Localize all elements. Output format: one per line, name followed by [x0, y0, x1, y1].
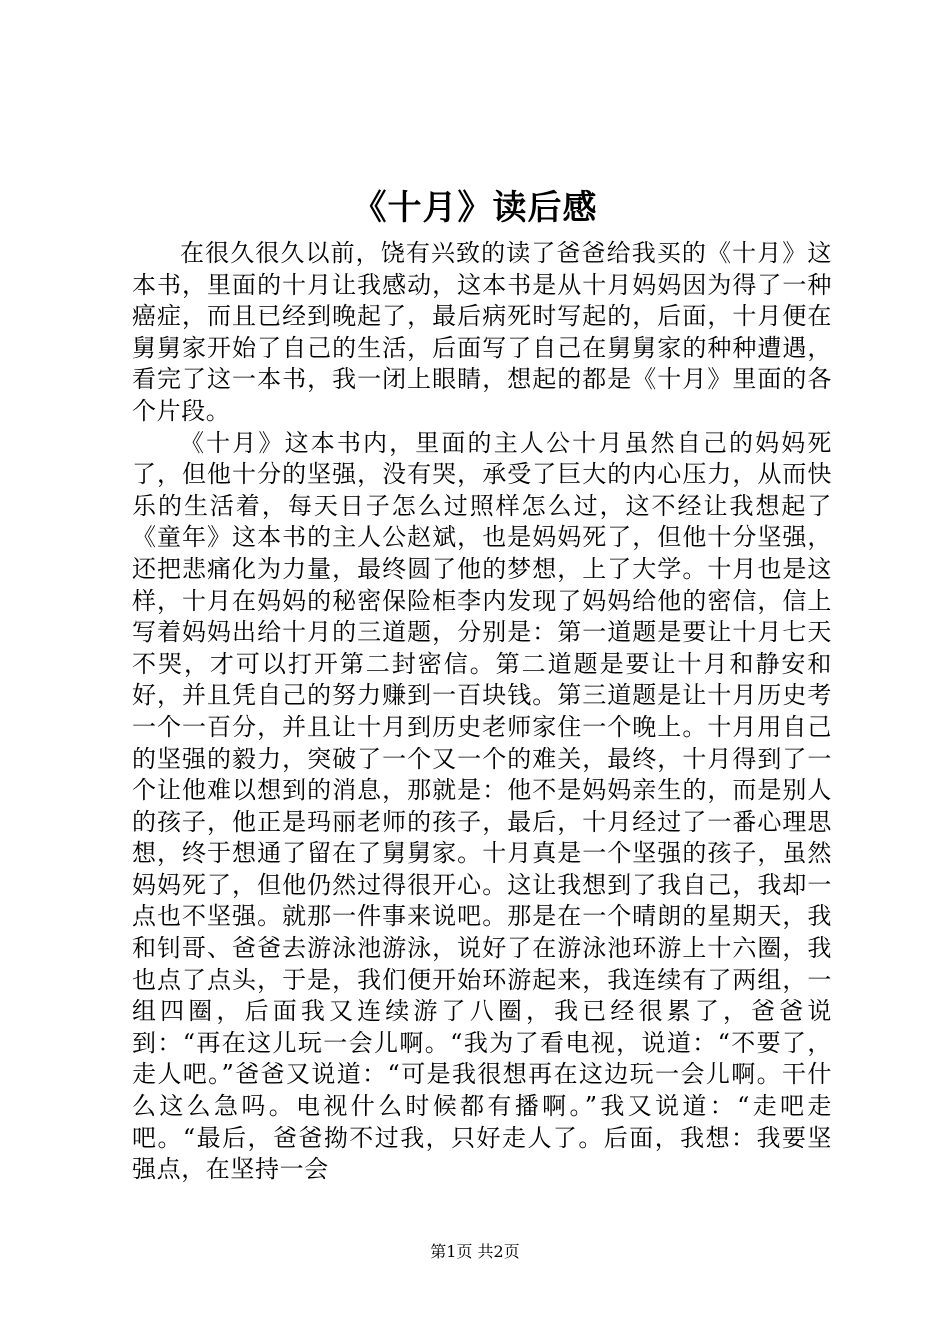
- page-footer: 第1页 共2页: [430, 1242, 520, 1261]
- document-body: [132, 238, 832, 1186]
- paragraph-1: 在很久很久以前，饶有兴致的读了爸爸给我买的《十月》这本书，里面的十月让我感动，这本书是从十月妈妈因为得了一种癌症，而且已经到晚起了，最后病死时写起的，后面，十月便在舅舅家开始了自己的生活，后面写了自己在舅舅家的种种遭遇，看完了这一本书，我一闭上眼睛，想起的都是《十月》里面的各个片段。: [132, 239, 832, 425]
- document-title: 《十月》读后感: [352, 188, 598, 228]
- paragraph-2: 《十月》这本书内，里面的主人公十月虽然自己的妈妈死了，但他十分的坚强，没有哭，承受了巨大的内心压力，从而快乐的生活着，每天日子怎么过照样怎么过，这不经让我想起了《童年》这本书的主人公赵斌，也是妈妈死了，但他十分坚强，还把悲痛化为力量，最终圆了他的梦想，上了大学。十月也是这样，十月在妈妈的秘密保险柜李内发现了妈妈给他的密信，信上写着妈妈出给十月的三道题，分别是：第一道题是要让十月七天不哭，才可以打开第二封密信。第二道题是要让十月和静安和好，并且凭自己的努力赚到一百块钱。第三道题是让十月历史考一个一百分，并且让十月到历史老师家住一个晚上。十月用自己的坚强的毅力，突破了一个又一个的难关，最终，十月得到了一个让他难以想到的消息，那就是：他不是妈妈亲生的，而是别人的孩子，他正是玛丽老师的孩子，最后，十月经过了一番心理思想，终于想通了留在了舅舅家。十月真是一个坚强的孩子，虽然妈妈死了，但他仍然过得很开心。这让我想到了我自己，我却一点也不坚强。就那一件事来说吧。那是在一个晴朗的星期天，我和钊哥、爸爸去游泳池游泳，说好了在游泳池环游上十六圈，我也点了点头，于是，我们便开始环游起来，我连续有了两组，一组四圈，后面我又连续游了八圈，我已经很累了，爸爸说到：“再在这儿玩一会儿啊。“我为了看电视，说道：“不要了，走人吧。”爸爸又说道：“可是我很想再在这边玩一会儿啊。干什么这么急吗。电视什么时候都有播啊。”我又说道：“走吧走吧。“最后，爸爸拗不过我，只好走人了。后面，我想：我要坚强点，在坚持一会: [132, 428, 832, 1184]
